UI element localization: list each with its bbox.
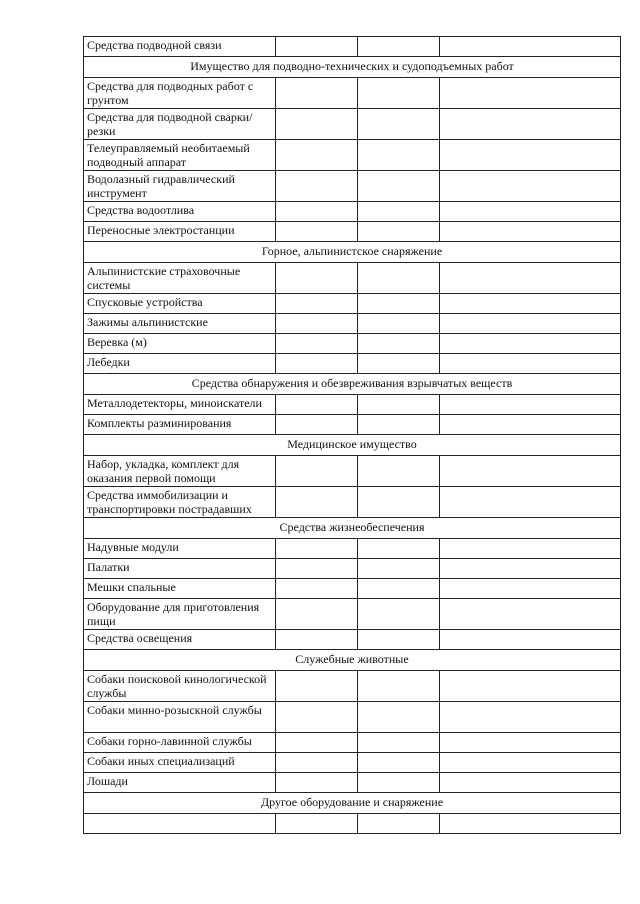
blank-cell bbox=[358, 222, 440, 242]
blank-cell bbox=[358, 559, 440, 579]
item-row bbox=[84, 202, 621, 222]
blank-cell bbox=[358, 140, 440, 171]
blank-cell bbox=[276, 222, 358, 242]
blank-cell bbox=[440, 456, 621, 487]
blank-cell bbox=[440, 773, 621, 793]
blank-cell bbox=[276, 202, 358, 222]
item-row bbox=[84, 37, 621, 57]
blank-cell bbox=[440, 733, 621, 753]
blank-cell bbox=[440, 671, 621, 702]
section-row bbox=[84, 435, 621, 456]
blank-cell bbox=[276, 702, 358, 733]
equipment-table bbox=[83, 36, 621, 834]
item-name: Средства для подводной сварки/резки bbox=[84, 109, 276, 140]
item-name: Альпинистские страховочные системы bbox=[84, 263, 276, 294]
item-row bbox=[84, 140, 621, 171]
item-row bbox=[84, 456, 621, 487]
item-name: Зажимы альпинистские bbox=[84, 314, 276, 334]
blank-cell bbox=[358, 733, 440, 753]
item-name: Телеуправляемый необитаемый подводный аппарат bbox=[84, 140, 276, 171]
blank-cell bbox=[358, 109, 440, 140]
item-row bbox=[84, 753, 621, 773]
item-name: Средства освещения bbox=[84, 630, 276, 650]
blank-cell bbox=[440, 702, 621, 733]
item-name: Собаки минно-розыскной службы bbox=[84, 702, 276, 733]
blank-cell bbox=[440, 539, 621, 559]
blank-cell bbox=[358, 539, 440, 559]
item-row bbox=[84, 395, 621, 415]
item-row bbox=[84, 630, 621, 650]
blank-cell bbox=[440, 109, 621, 140]
section-row bbox=[84, 242, 621, 263]
blank-cell bbox=[440, 814, 621, 834]
item-row bbox=[84, 222, 621, 242]
item-name: Средства водоотлива bbox=[84, 202, 276, 222]
item-row bbox=[84, 263, 621, 294]
blank-cell bbox=[358, 599, 440, 630]
item-name: Металлодетекторы, миноискатели bbox=[84, 395, 276, 415]
item-row bbox=[84, 702, 621, 733]
blank-cell bbox=[276, 140, 358, 171]
item-row bbox=[84, 294, 621, 314]
item-row bbox=[84, 733, 621, 753]
blank-cell bbox=[276, 671, 358, 702]
section-row bbox=[84, 57, 621, 78]
blank-cell bbox=[440, 354, 621, 374]
item-name: Собаки горно-лавинной службы bbox=[84, 733, 276, 753]
blank-cell bbox=[358, 773, 440, 793]
blank-cell bbox=[276, 263, 358, 294]
item-name: Водолазный гидравлический инструмент bbox=[84, 171, 276, 202]
section-heading: Средства обнаружения и обезвреживания взрывчатых веществ bbox=[84, 374, 621, 395]
section-row bbox=[84, 793, 621, 814]
blank-cell bbox=[276, 354, 358, 374]
blank-cell bbox=[358, 334, 440, 354]
section-row bbox=[84, 518, 621, 539]
blank-cell bbox=[440, 599, 621, 630]
blank-cell bbox=[440, 222, 621, 242]
blank-cell bbox=[358, 630, 440, 650]
blank-cell bbox=[358, 671, 440, 702]
blank-cell bbox=[440, 263, 621, 294]
blank-cell bbox=[276, 395, 358, 415]
item-name: Оборудование для приготовления пищи bbox=[84, 599, 276, 630]
section-heading: Другое оборудование и снаряжение bbox=[84, 793, 621, 814]
blank-cell bbox=[358, 456, 440, 487]
blank-cell bbox=[440, 559, 621, 579]
item-name: Лебедки bbox=[84, 354, 276, 374]
item-row bbox=[84, 773, 621, 793]
blank-cell bbox=[358, 202, 440, 222]
blank-cell bbox=[358, 78, 440, 109]
item-name: Собаки поисковой кинологической службы bbox=[84, 671, 276, 702]
item-row bbox=[84, 354, 621, 374]
item-name: Комплекты разминирования bbox=[84, 415, 276, 435]
blank-cell bbox=[358, 814, 440, 834]
blank-cell bbox=[440, 415, 621, 435]
blank-cell bbox=[276, 487, 358, 518]
item-name: Мешки спальные bbox=[84, 579, 276, 599]
section-heading: Горное, альпинистское снаряжение bbox=[84, 242, 621, 263]
blank-cell bbox=[276, 814, 358, 834]
blank-cell bbox=[358, 702, 440, 733]
blank-cell bbox=[358, 579, 440, 599]
blank-cell bbox=[358, 263, 440, 294]
blank-cell bbox=[358, 171, 440, 202]
blank-cell bbox=[358, 37, 440, 57]
section-row bbox=[84, 374, 621, 395]
item-name: Веревка (м) bbox=[84, 334, 276, 354]
item-name: Средства подводной связи bbox=[84, 37, 276, 57]
blank-cell bbox=[276, 753, 358, 773]
item-name: Лошади bbox=[84, 773, 276, 793]
item-row bbox=[84, 599, 621, 630]
blank-cell bbox=[276, 109, 358, 140]
blank-cell bbox=[440, 171, 621, 202]
blank-cell bbox=[276, 599, 358, 630]
item-row bbox=[84, 415, 621, 435]
blank-cell bbox=[440, 630, 621, 650]
blank-cell bbox=[440, 294, 621, 314]
blank-cell bbox=[440, 202, 621, 222]
item-row bbox=[84, 334, 621, 354]
item-row bbox=[84, 814, 621, 834]
blank-cell bbox=[276, 539, 358, 559]
item-name: Палатки bbox=[84, 559, 276, 579]
item-row bbox=[84, 109, 621, 140]
blank-cell bbox=[358, 487, 440, 518]
equipment-table-body bbox=[84, 37, 621, 834]
blank-cell bbox=[276, 579, 358, 599]
blank-cell bbox=[440, 395, 621, 415]
item-name: Собаки иных специализаций bbox=[84, 753, 276, 773]
blank-cell bbox=[440, 487, 621, 518]
blank-cell bbox=[358, 314, 440, 334]
blank-cell bbox=[358, 753, 440, 773]
section-heading: Служебные животные bbox=[84, 650, 621, 671]
item-row bbox=[84, 171, 621, 202]
blank-cell bbox=[276, 171, 358, 202]
item-row bbox=[84, 78, 621, 109]
blank-cell bbox=[440, 334, 621, 354]
item-name: Спусковые устройства bbox=[84, 294, 276, 314]
item-row bbox=[84, 487, 621, 518]
blank-cell bbox=[440, 78, 621, 109]
blank-cell bbox=[276, 294, 358, 314]
item-name: Набор, укладка, комплект для оказания первой помощи bbox=[84, 456, 276, 487]
section-heading: Средства жизнеобеспечения bbox=[84, 518, 621, 539]
item-row bbox=[84, 559, 621, 579]
section-heading: Имущество для подводно-технических и судоподъемных работ bbox=[84, 57, 621, 78]
section-row bbox=[84, 650, 621, 671]
item-row bbox=[84, 314, 621, 334]
blank-cell bbox=[358, 415, 440, 435]
blank-cell bbox=[276, 37, 358, 57]
blank-cell bbox=[440, 753, 621, 773]
item-row bbox=[84, 539, 621, 559]
section-heading: Медицинское имущество bbox=[84, 435, 621, 456]
blank-cell bbox=[276, 334, 358, 354]
blank-cell bbox=[276, 415, 358, 435]
blank-cell bbox=[358, 294, 440, 314]
blank-cell bbox=[276, 456, 358, 487]
item-name: Средства иммобилизации и транспортировки пострадавших bbox=[84, 487, 276, 518]
blank-cell bbox=[440, 140, 621, 171]
item-name bbox=[84, 814, 276, 834]
item-name: Надувные модули bbox=[84, 539, 276, 559]
blank-cell bbox=[440, 579, 621, 599]
item-row bbox=[84, 671, 621, 702]
blank-cell bbox=[358, 354, 440, 374]
blank-cell bbox=[276, 78, 358, 109]
blank-cell bbox=[276, 314, 358, 334]
blank-cell bbox=[276, 559, 358, 579]
item-row bbox=[84, 579, 621, 599]
blank-cell bbox=[440, 37, 621, 57]
item-name: Средства для подводных работ с грунтом bbox=[84, 78, 276, 109]
blank-cell bbox=[276, 733, 358, 753]
blank-cell bbox=[276, 773, 358, 793]
blank-cell bbox=[276, 630, 358, 650]
blank-cell bbox=[358, 395, 440, 415]
blank-cell bbox=[440, 314, 621, 334]
item-name: Переносные электростанции bbox=[84, 222, 276, 242]
